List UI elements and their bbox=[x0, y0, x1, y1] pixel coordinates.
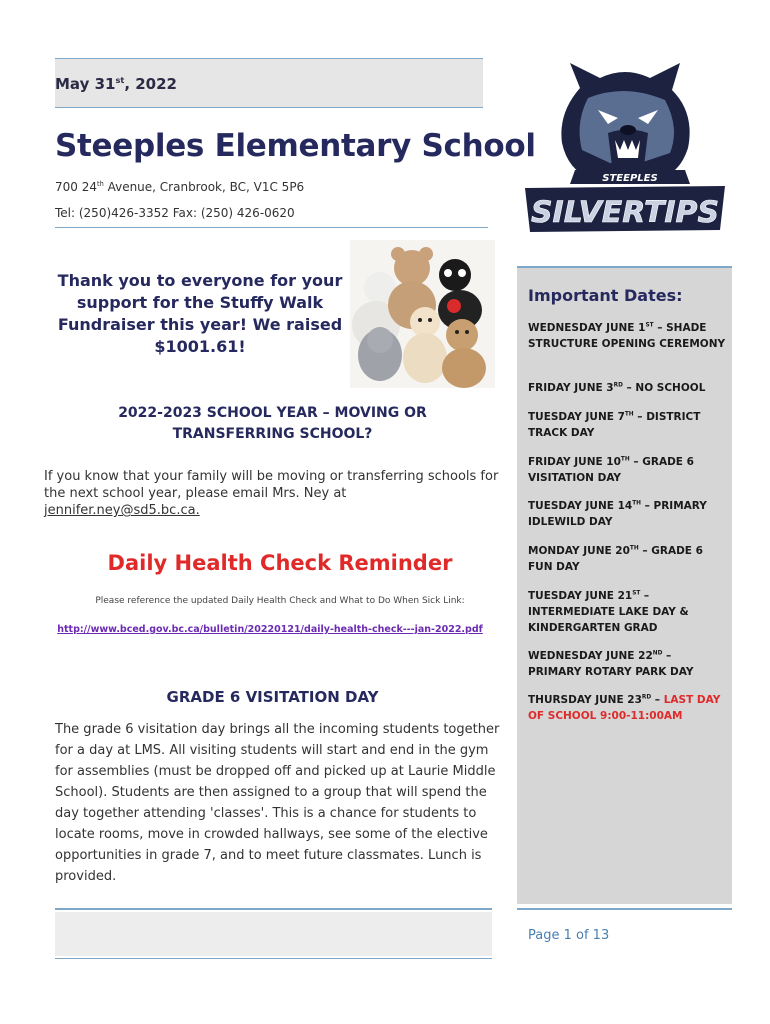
email-link[interactable]: jennifer.ney@sd5.bc.ca. bbox=[44, 503, 200, 518]
date-item: FRIDAY JUNE 3RD – NO SCHOOL bbox=[528, 382, 706, 394]
school-address: 700 24th Avenue, Cranbrook, BC, V1C 5P6 bbox=[55, 180, 305, 194]
page-number: Page 1 of 13 bbox=[528, 928, 610, 943]
footer-divider bbox=[55, 908, 492, 910]
date-item: TUESDAY JUNE 7TH – DISTRICT TRACK DAY bbox=[528, 411, 701, 439]
school-year-body: If you know that your family will be moving or transferring schools for the next school year, please email Mrs. Ney at jennifer.ney@sd5.bc.ca. bbox=[44, 469, 499, 518]
footer-divider bbox=[517, 908, 732, 910]
school-year-heading: 2022-2023 SCHOOL YEAR – MOVING OR TRANSFERRING SCHOOL? bbox=[118, 405, 427, 442]
svg-text:SILVERTIPS: SILVERTIPS bbox=[531, 195, 719, 229]
date-item: FRIDAY JUNE 10TH – GRADE 6 VISITATION DAY bbox=[528, 456, 694, 484]
important-dates-title: Important Dates: bbox=[528, 286, 683, 305]
stuffed-animals-photo bbox=[350, 240, 495, 388]
date-item: THURSDAY JUNE 23RD – LAST DAY OF SCHOOL 9:00-11:00AM bbox=[528, 694, 721, 722]
date-item: WEDNESDAY JUNE 22ND – PRIMARY ROTARY PARK DAY bbox=[528, 650, 694, 678]
grade6-heading: GRADE 6 VISITATION DAY bbox=[166, 688, 379, 706]
date-item: MONDAY JUNE 20TH – GRADE 6 FUN DAY bbox=[528, 545, 703, 573]
health-check-reference: Please reference the updated Daily Health Check and What to Do When Sick Link: bbox=[95, 596, 465, 606]
title-divider bbox=[55, 227, 488, 228]
date-item: TUESDAY JUNE 14TH – PRIMARY IDLEWILD DAY bbox=[528, 500, 707, 528]
date-item: WEDNESDAY JUNE 1ST – SHADE STRUCTURE OPENING CEREMONY bbox=[528, 322, 726, 350]
last-day-highlight: LAST DAY OF SCHOOL 9:00-11:00AM bbox=[528, 694, 721, 722]
svg-text:STEEPLES: STEEPLES bbox=[602, 173, 658, 184]
school-phone: Tel: (250)426-3352 Fax: (250) 426-0620 bbox=[55, 206, 295, 220]
fundraiser-thanks: Thank you to everyone for your support for the Stuffy Walk Fundraiser this year! We raised $1001.61! bbox=[57, 271, 343, 356]
footer-box bbox=[55, 912, 492, 956]
health-check-heading: Daily Health Check Reminder bbox=[107, 551, 453, 575]
school-name: Steeples Elementary School bbox=[55, 128, 536, 164]
grade6-body: The grade 6 visitation day brings all the incoming students together for a day at LMS. All visiting students will start and end in the gym for assemblies (must be dropped off and picked up at Laurie Middle School). Students are then assigned to a group that will spend the day together attending 'classes'. This is a chance for students to locate rooms, move in crowded hallways, see some of the elective opportunities in grade 7, and to meet future classmates. Lunch is provided. bbox=[55, 722, 500, 884]
date-item: TUESDAY JUNE 21ST – INTERMEDIATE LAKE DAY & KINDERGARTEN GRAD bbox=[528, 590, 689, 634]
footer-divider bbox=[55, 958, 492, 959]
health-check-link[interactable]: http://www.bced.gov.bc.ca/bulletin/20220121/daily-health-check---jan-2022.pdf bbox=[57, 624, 483, 635]
newsletter-date: May 31st, 2022 bbox=[55, 75, 177, 93]
important-dates-panel bbox=[517, 266, 732, 904]
date-bar bbox=[55, 58, 483, 108]
silvertips-logo bbox=[520, 58, 730, 238]
